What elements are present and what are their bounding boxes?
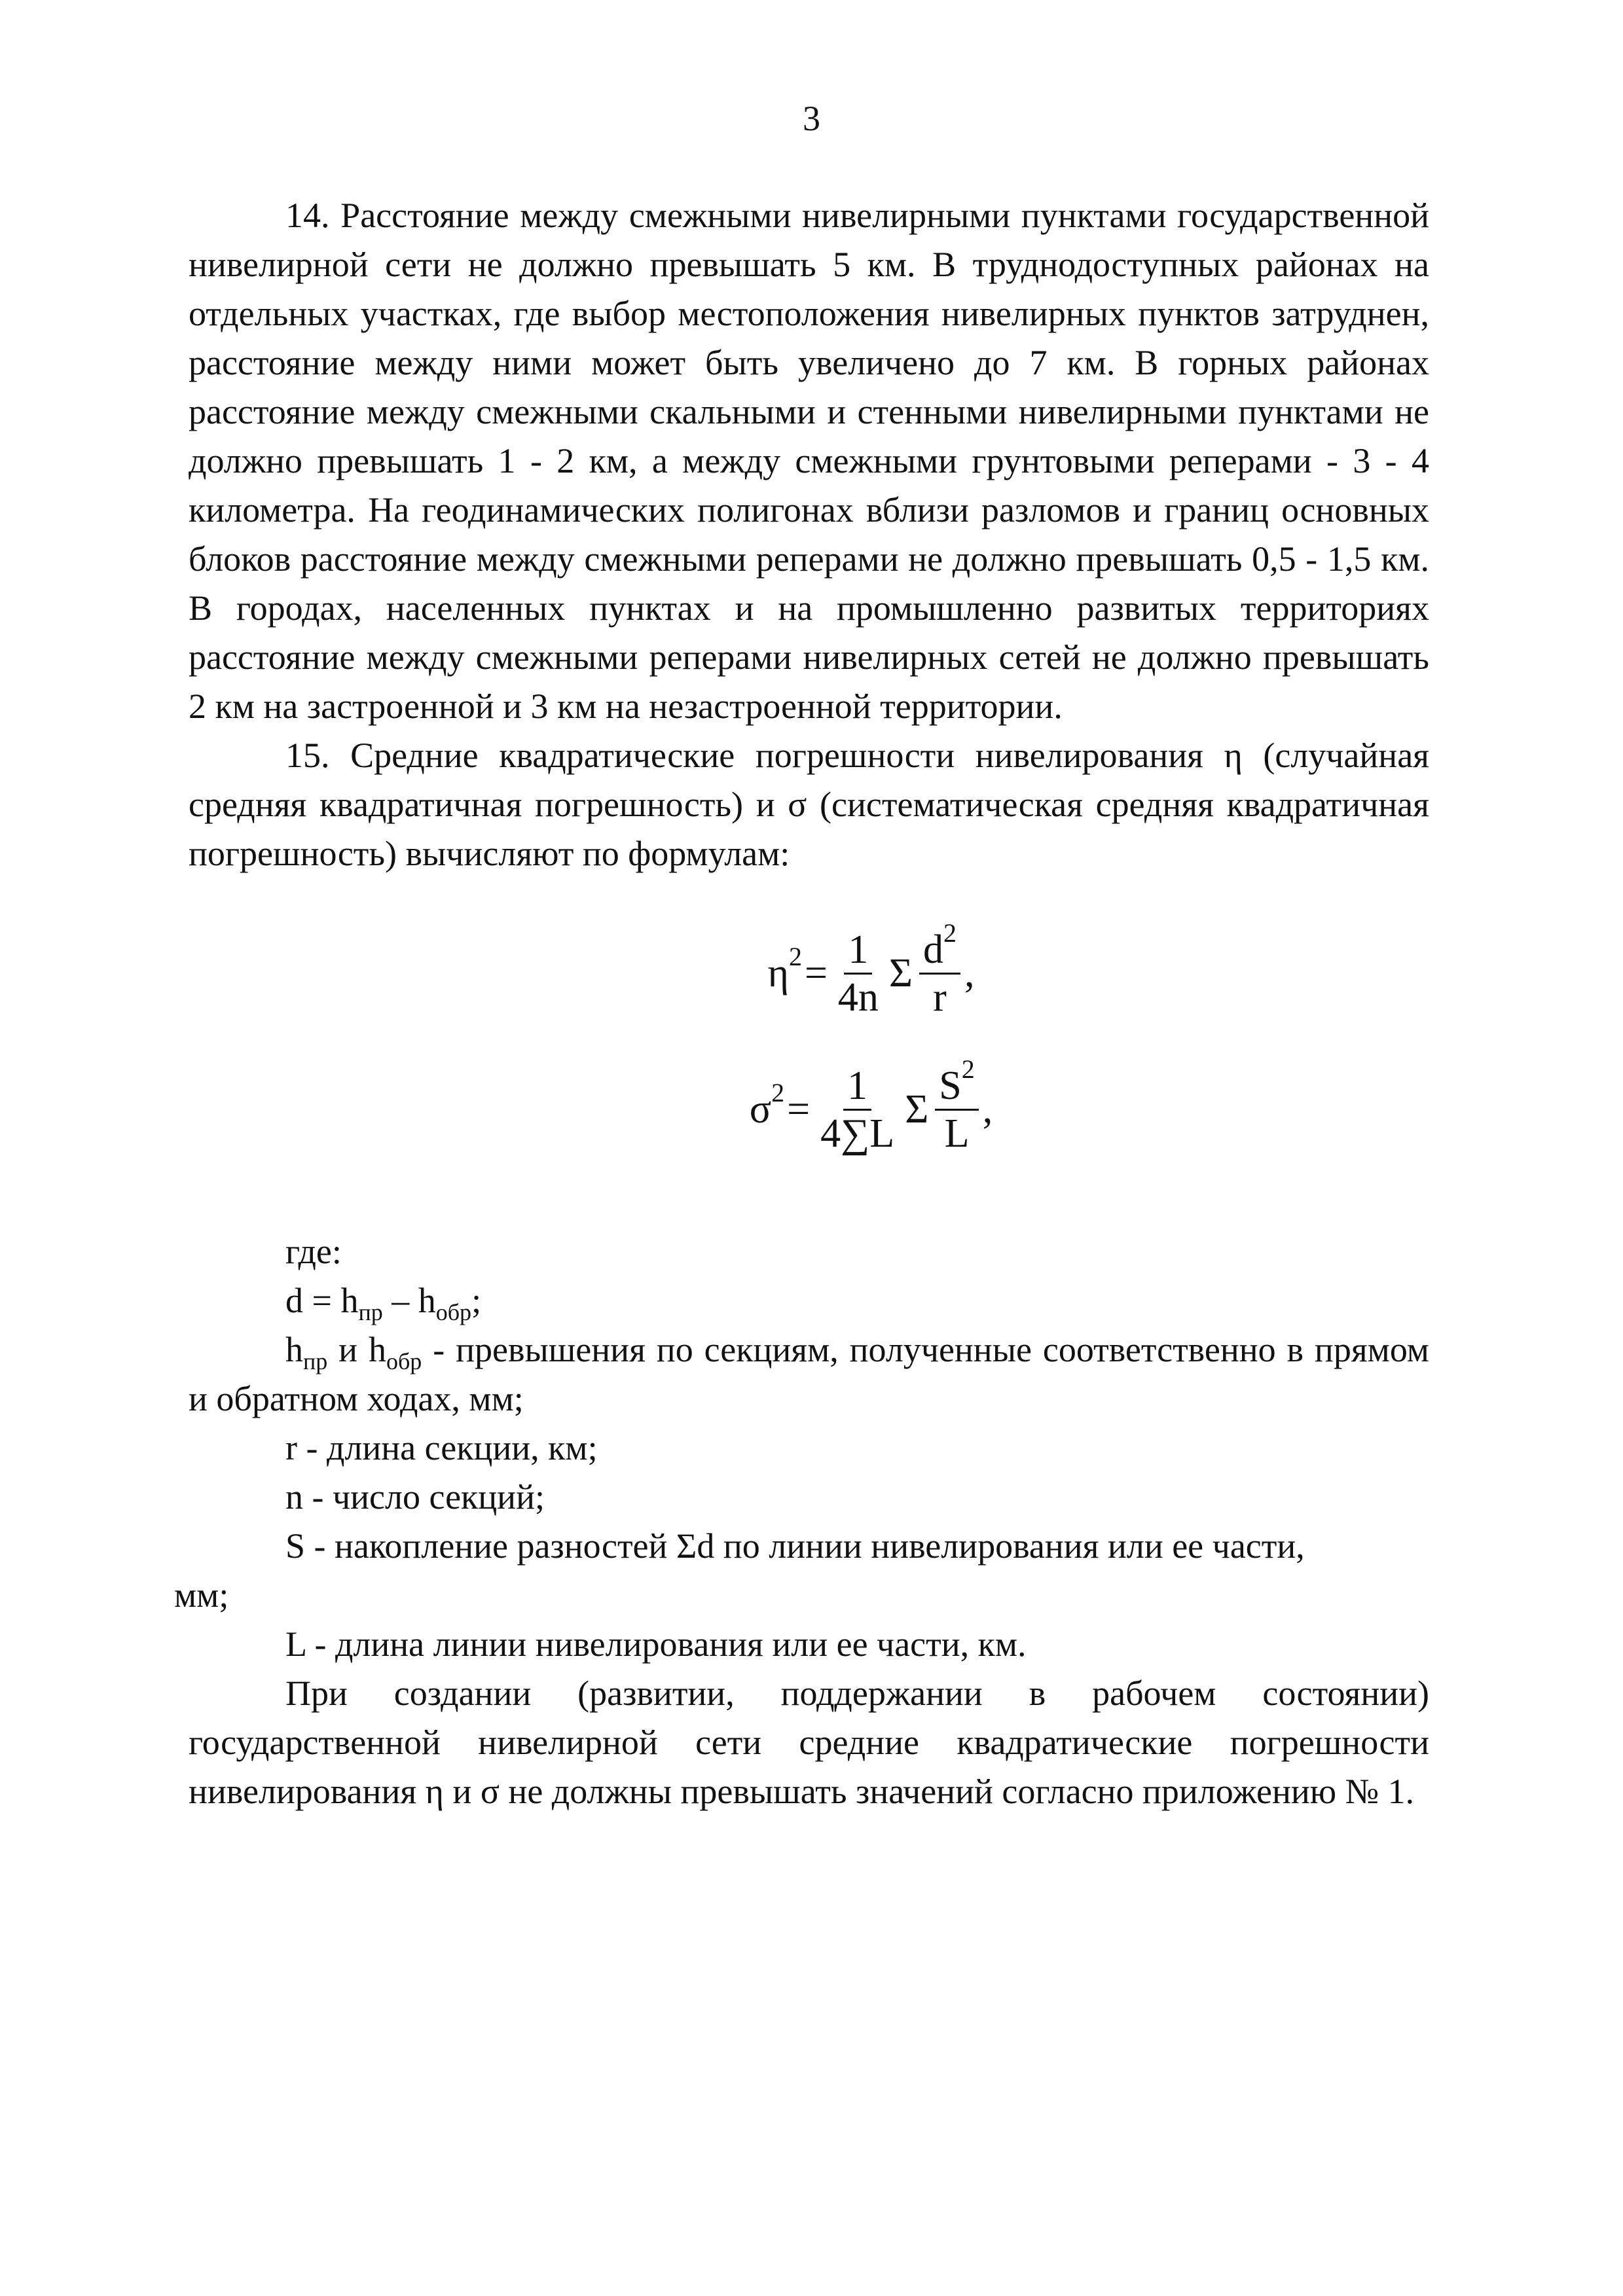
where-label: где: — [285, 1232, 342, 1271]
definition-r: r - длина секции, км; — [285, 1428, 598, 1467]
definition-h: $h_{пр}$ и $h_{обр}$ - превышения по секциям, полученные соответственно в прямом и обратном ходах, мм; — [189, 1330, 1429, 1418]
page-number: 3 — [803, 99, 820, 138]
formula-eta-sum: Σ — [888, 951, 913, 996]
closing-paragraph: При создании (развитии, поддержании в рабочем состоянии) государственной нивелирной сети средние квадратические погрешности нивелирования η и σ не должны превышать значений согласно приложению № 1. — [189, 1674, 1429, 1811]
formula-sigma — [313, 1044, 1429, 1175]
paragraph-14: 14. Расстояние между смежными нивелирными пунктами государственной нивелирной сети не должно превышать 5 км. В труднодоступных районах на отдельных участках, где выбор местоположения нивелирных пунктов затруднен, расстояние между ними может быть увеличено до 7 км. В горных районах расстояние между смежными скальными и стенными нивелирными пунктами не должно превышать 1 - 2 км, а между смежными грунтовыми реперами - 3 - 4 километра. На геодинамических полигонах вблизи разломов и границ основных блоков расстояние между смежными реперами не должно превышать 0,5 - 1,5 км. В городах, населенных пунктах и на промышленно развитых территориях расстояние между смежными реперами нивелирных сетей не должно превышать 2 км на застроенной и 3 км на незастроенной территории. — [189, 196, 1429, 726]
definition-s-tail: мм; — [174, 1575, 229, 1615]
definition-s: S - накопление разностей Σd по линии нивелирования или ее части, — [285, 1526, 1305, 1566]
formula-eta — [313, 903, 1429, 1044]
formula-eta-lhs: $\eta^2$ — [767, 942, 802, 996]
formula-eta-equals: = — [804, 951, 828, 996]
formula-sigma-lhs: $\sigma^2$ — [749, 1077, 785, 1132]
formula-sigma-coefficient: $\frac{1}{4\sum L}$ — [820, 1063, 895, 1156]
formula-eta-fraction: $\frac{d^2}{r}$ — [919, 928, 960, 1019]
formula-sigma-fraction: $\frac{S^2}{L}$ — [935, 1064, 978, 1155]
definition-l: L - длина линии нивелирования или ее части, км. — [285, 1624, 1027, 1664]
formula-sigma-sum: Σ — [905, 1086, 929, 1132]
formula-sigma-equals: = — [787, 1086, 811, 1132]
paragraph-15: 15. Средние квадратические погрешности нивелирования η (случайная средняя квадратичная погрешность) и σ (систематическая средняя квадратичная погрешность) вычисляют по формулам: — [189, 736, 1429, 873]
definition-d: $d = h_{пр} - h_{обр}$; — [285, 1281, 482, 1325]
definition-n: n - число секций; — [285, 1477, 545, 1516]
document-body — [174, 191, 1429, 1816]
formula-eta-coefficient: $\frac{1}{4n}$ — [837, 927, 879, 1020]
formula-eta-comma: , — [964, 951, 975, 996]
formula-sigma-comma: , — [982, 1086, 993, 1132]
